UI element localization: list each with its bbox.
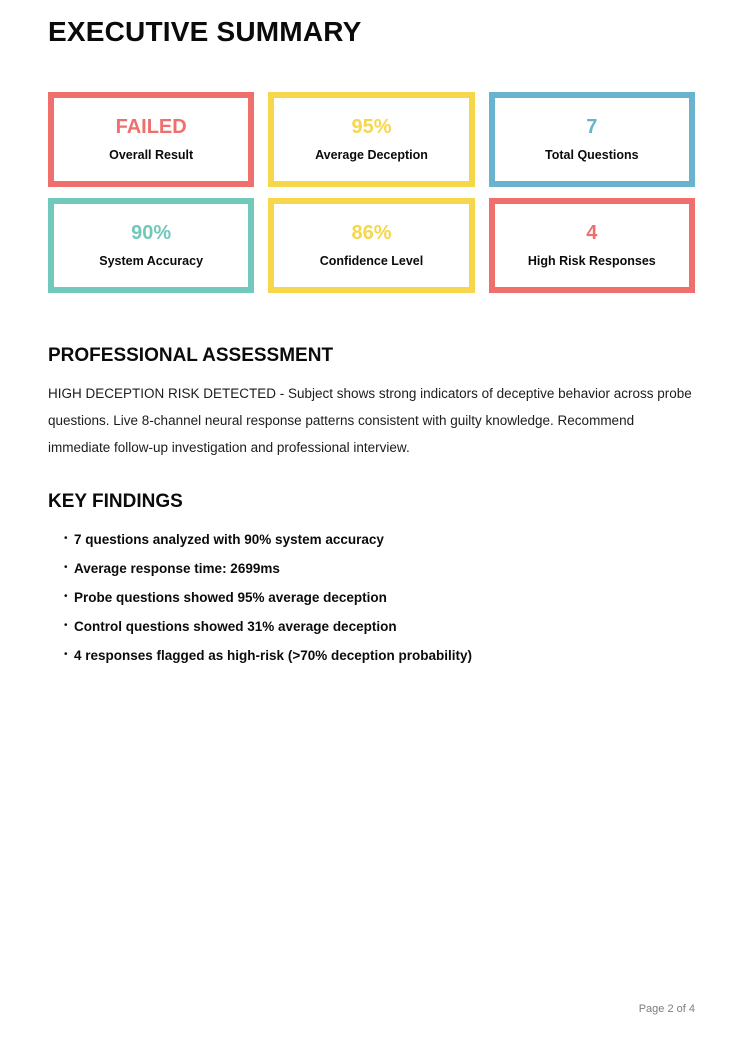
summary-cards-row-2 — [48, 198, 695, 293]
stat-label: Overall Result — [109, 148, 194, 163]
stat-value: 86% — [351, 222, 392, 245]
professional-assessment-text: HIGH DECEPTION RISK DETECTED - Subject shows strong indicators of deceptive behavior across probe questions. Live 8-channel neural response patterns consistent with guilty knowledge. Recommend immediate follow-up investigation and professional interview. — [48, 386, 692, 455]
stat-label: Confidence Level — [319, 254, 424, 269]
summary-cards-row-1 — [48, 92, 695, 187]
key-finding-item: • 4 responses flagged as high-risk (>70% deception probability) — [74, 649, 695, 663]
key-finding-item: • Probe questions showed 95% average deception — [74, 591, 695, 605]
section-heading-professional-assessment: PROFESSIONAL ASSESSMENT — [48, 345, 334, 366]
page-title: EXECUTIVE SUMMARY — [48, 16, 362, 47]
stat-label: Total Questions — [545, 148, 639, 163]
key-finding-item: • Control questions showed 31% average deception — [74, 620, 695, 634]
stat-card-confidence-level — [268, 198, 474, 293]
stat-value: 4 — [586, 222, 598, 245]
section-heading-key-findings: KEY FINDINGS — [48, 491, 183, 512]
key-finding-item: • Average response time: 2699ms — [74, 562, 695, 576]
stat-card-total-questions — [489, 92, 695, 187]
stat-card-system-accuracy — [48, 198, 254, 293]
stat-value: 95% — [351, 116, 392, 139]
stat-card-high-risk-responses — [489, 198, 695, 293]
stat-card-overall-result — [48, 92, 254, 187]
stat-label: Average Deception — [315, 148, 428, 163]
stat-value: 7 — [586, 116, 598, 139]
stat-label: System Accuracy — [99, 254, 204, 269]
key-findings-list — [48, 533, 695, 663]
stat-label: High Risk Responses — [527, 254, 656, 269]
stat-value: 90% — [131, 222, 172, 245]
key-finding-item: • 7 questions analyzed with 90% system accuracy — [74, 533, 695, 547]
stat-value: FAILED — [115, 116, 187, 139]
stat-card-average-deception — [268, 92, 474, 187]
summary-cards — [48, 92, 695, 293]
page-number: Page 2 of 4 — [638, 1003, 695, 1015]
